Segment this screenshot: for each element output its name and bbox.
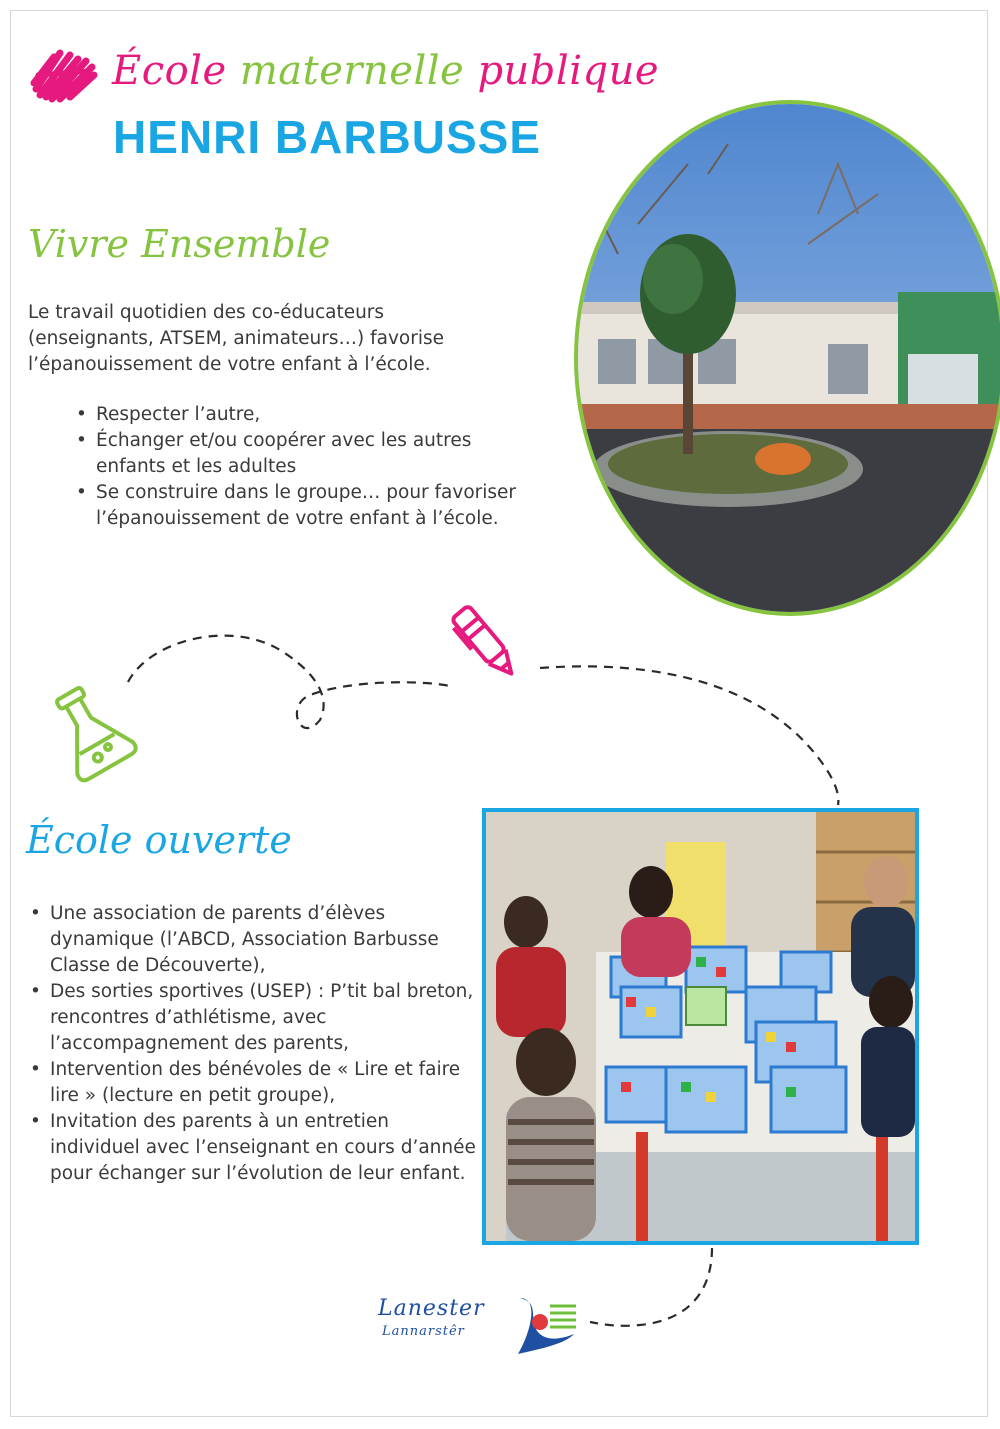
ecole-ouverte-list <box>28 901 478 1187</box>
logo-text-lanester: Lanester <box>378 1296 485 1321</box>
ecole-ouverte-heading: École ouverte <box>26 818 292 862</box>
pen-icon <box>445 598 530 688</box>
schoolyard-illustration <box>578 104 1000 616</box>
flask-icon <box>40 680 140 785</box>
list-item: • Des sorties sportives (USEP) : P’tit bal breton, rencontres d’athlétisme, avec l’accompagnement des parents, <box>28 979 478 1057</box>
list-item: • Se construire dans le groupe… pour favoriser l’épanouissement de votre enfant à l’école. <box>74 480 544 532</box>
list-item: • Invitation des parents à un entretien individuel avec l’enseignant en cours d’année pour échanger sur l’évolution de leur enfant. <box>28 1109 478 1187</box>
vivre-ensemble-list <box>74 402 544 532</box>
schoolyard-photo <box>574 100 1000 616</box>
list-item: • Échanger et/ou coopérer avec les autres enfants et les adultes <box>74 428 544 480</box>
list-item: • Une association de parents d’élèves dynamique (l’ABCD, Association Barbusse Classe de Découverte), <box>28 901 478 979</box>
lanester-logo <box>378 1296 578 1362</box>
scribble-icon <box>30 45 100 105</box>
lanester-emblem-icon <box>510 1294 580 1360</box>
vivre-ensemble-heading: Vivre Ensemble <box>28 222 331 266</box>
title-part-publique: publique <box>477 48 660 94</box>
logo-text-lannarster: Lannarstêr <box>382 1324 465 1339</box>
list-item: • Intervention des bénévoles de « Lire et faire lire » (lecture en petit groupe), <box>28 1057 478 1109</box>
vivre-ensemble-intro: Le travail quotidien des co-éducateurs (enseignants, ATSEM, animateurs…) favorise l’épanouissement de votre enfant à l’école. <box>28 302 444 375</box>
page-title-line1 <box>112 48 659 94</box>
classroom-illustration <box>486 812 915 1241</box>
title-part-ecole: École maternelle <box>112 48 465 94</box>
school-name: HENRI BARBUSSE <box>113 111 542 163</box>
classroom-photo <box>482 808 919 1245</box>
list-item: • Respecter l’autre, <box>74 402 544 428</box>
